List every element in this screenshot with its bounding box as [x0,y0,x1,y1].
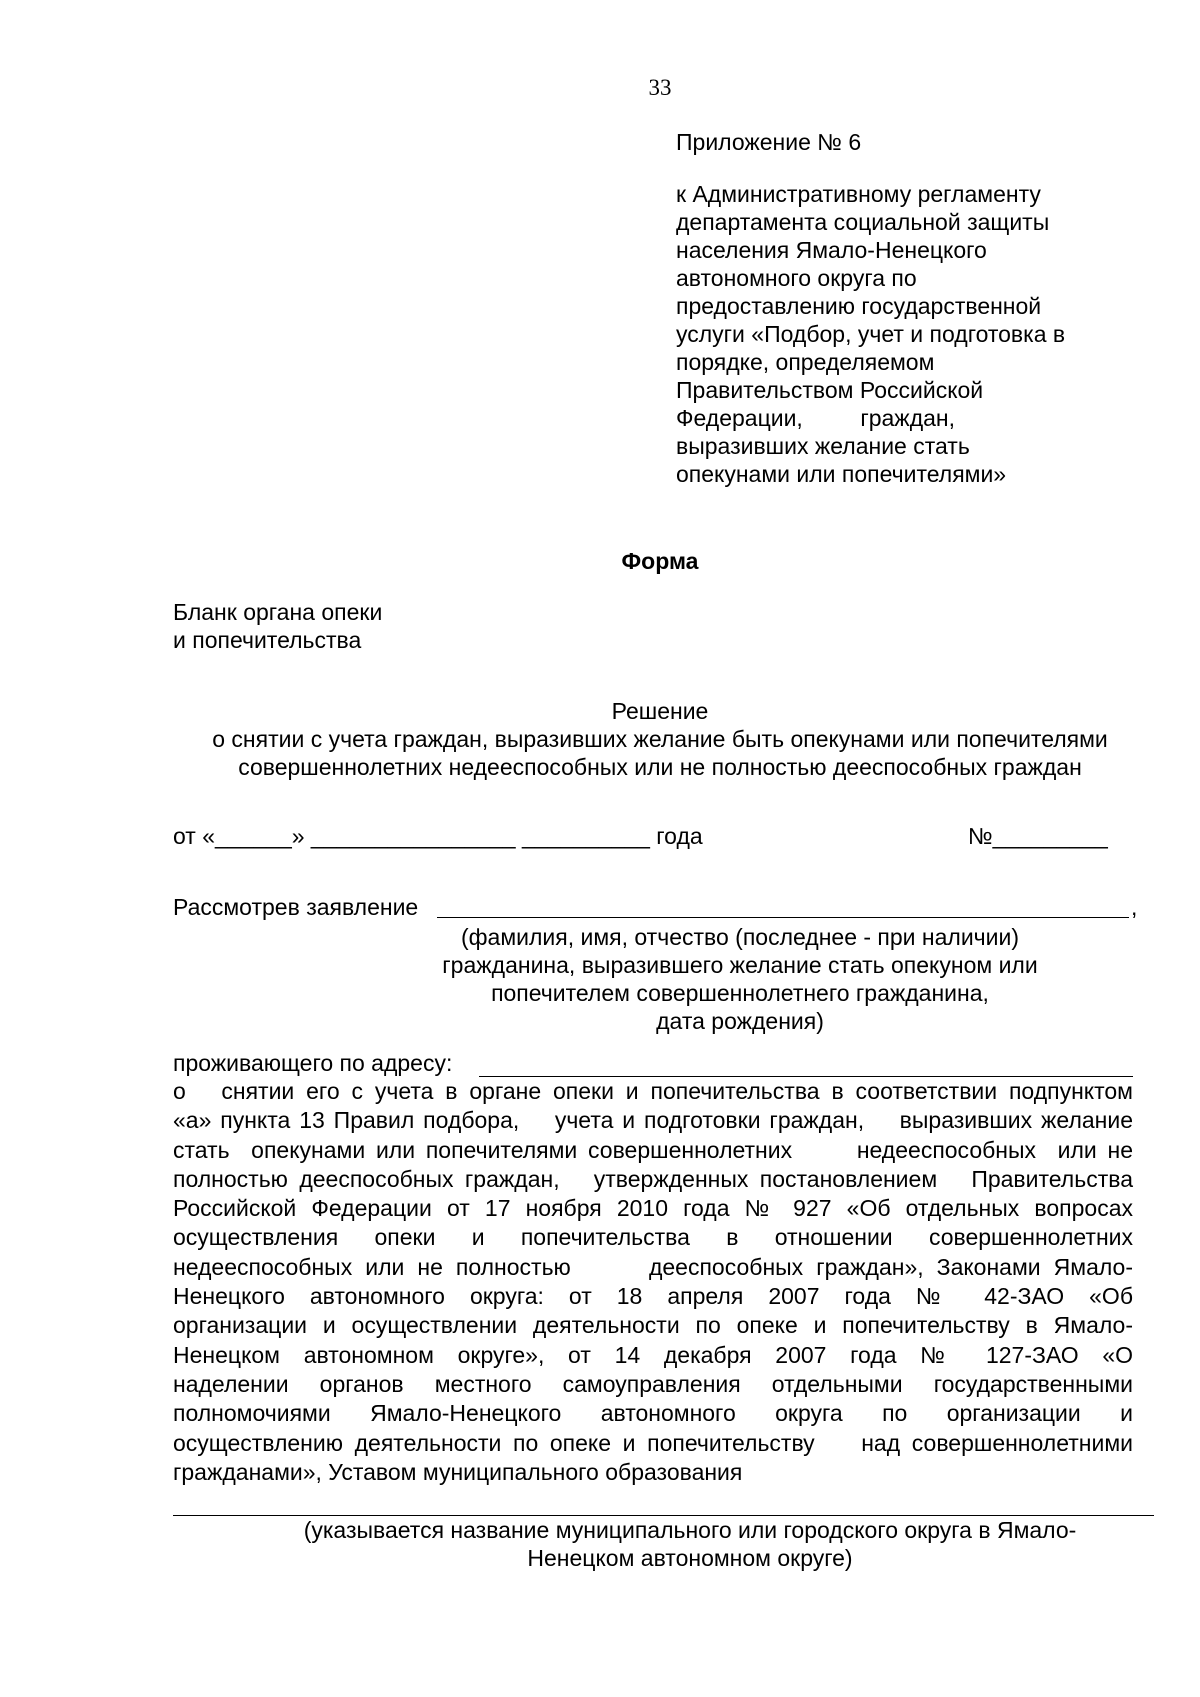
appendix-line: предоставлению государственной [676,293,1042,319]
appendix-line: Федерации, граждан, [676,405,955,431]
body-line: о снятии его с учета в органе опеки и попечительства в соответствии подпунктом [173,1078,1133,1104]
hint-line: (фамилия, имя, отчество (последнее - при наличии) [460,924,1020,950]
applicant-name-field[interactable] [437,917,1129,918]
body-line: организации и осуществлении деятельности по опеке и попечительству в Ямало- [173,1312,1133,1339]
hint-line: Ненецком автономном округе) [527,1545,853,1571]
decision-body-text [173,1077,1133,1487]
page-number: 33 [648,75,672,100]
hint-line: попечителем совершеннолетнего гражданина, [491,980,989,1006]
hint-line: дата рождения) [656,1008,824,1034]
body-line: осуществлению деятельности по опеке и попечительству над совершеннолетними [173,1429,1133,1456]
letterhead-line: и попечительства [173,627,362,653]
body-line: осуществления опеки и попечительства в отношении совершеннолетних [173,1224,1133,1251]
body-line: Ненецком автономном округе», от 14 декабря 2007 года № 127-ЗАО «О [173,1341,1133,1368]
decision-subtitle-line: совершеннолетних недееспособных или не полностью дееспособных граждан [238,754,1082,780]
body-line: Российской Федерации от 17 ноября 2010 года № 927 «Об отдельных вопросах [173,1195,1133,1222]
body-line: гражданами», Уставом муниципального образования [173,1458,743,1485]
appendix-line: населения Ямало-Ненецкого [676,237,987,263]
appendix-line: департамента социальной защиты [676,209,1050,235]
decision-title: Решение [611,698,709,724]
appendix-line: Правительством Российской [676,377,984,403]
body-line: полномочиями Ямало-Ненецкого автономного округа по организации и [173,1400,1133,1427]
hint-line: гражданина, выразившего желание стать опекуном или [442,952,1038,978]
number-field[interactable]: №_________ [968,823,1108,849]
appendix-title: Приложение № 6 [676,129,862,155]
decision-heading [0,697,1200,781]
address-label: проживающего по адресу: [173,1050,453,1076]
considered-label: Рассмотрев заявление [173,894,419,920]
municipality-field-hint [240,1516,1140,1572]
body-line: наделении органов местного самоуправления отдельными государственными [173,1370,1133,1397]
decision-subtitle-line: о снятии с учета граждан, выразивших желание быть опекунами или попечителями [212,726,1108,752]
appendix-line: услуги «Подбор, учет и подготовка в [676,321,1066,347]
date-field[interactable]: от «______» ________________ __________ года [173,823,703,849]
body-line: недееспособных или не полностью дееспособных граждан», Законами Ямало- [173,1253,1133,1280]
appendix-line: выразивших желание стать [676,433,970,459]
body-line: стать опекунами или попечителями совершеннолетних недееспособных или не [173,1136,1133,1163]
appendix-header [676,128,1136,488]
body-line: полностью дееспособных граждан, утвержденных постановлением Правительства [173,1165,1133,1192]
appendix-line: к Административному регламенту [676,181,1041,207]
considered-comma: , [1131,894,1138,920]
letterhead-line: Бланк органа опеки [173,599,383,625]
appendix-line: опекунами или попечителями» [676,461,1007,487]
appendix-line: порядке, определяемом [676,349,935,375]
body-line: Ненецкого автономного округа: от 18 апреля 2007 года № 42-ЗАО «Об [173,1283,1133,1310]
hint-line: (указывается название муниципального или городского округа в Ямало- [303,1517,1077,1543]
form-label: Форма [621,548,699,574]
letterhead-placeholder [173,598,382,654]
body-line: «а» пункта 13 Правил подбора, учета и подготовки граждан, выразивших желание [173,1107,1133,1134]
applicant-field-hint [400,923,1080,1035]
appendix-line: автономного округа по [676,265,917,291]
